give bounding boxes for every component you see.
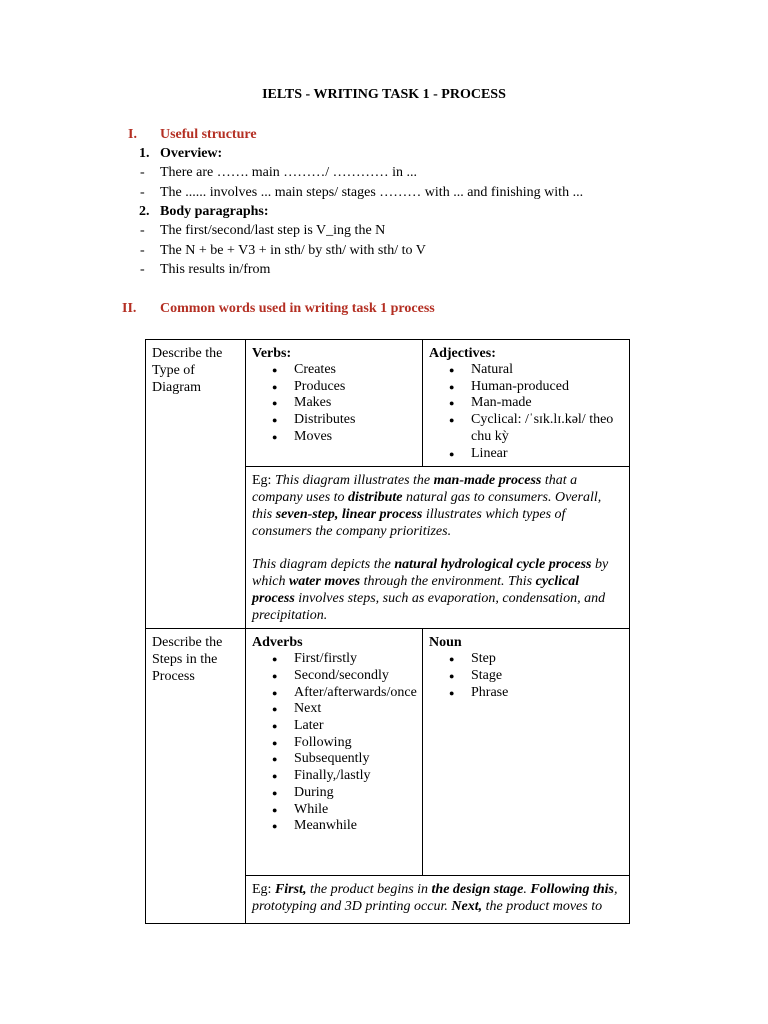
body-item: - The first/second/last step is V_ing the N (140, 223, 386, 238)
diagram-example-cell (246, 467, 630, 629)
list-item: ● Second/secondly (252, 668, 417, 685)
list-item: ● Distributes (252, 412, 417, 429)
section-2-title: Common words used in writing task 1 process (160, 301, 435, 316)
section-2-number: II. (122, 301, 137, 316)
nouns-list (429, 651, 624, 701)
adverbs-list (252, 651, 417, 835)
list-item: ● Finally,/lastly (252, 768, 417, 785)
table-row (146, 629, 630, 876)
list-item: ● Linear (429, 446, 624, 463)
verbs-heading: Verbs: (252, 346, 292, 361)
list-item: ● Phrase (429, 685, 624, 702)
steps-example-cell (246, 876, 630, 924)
adverbs-cell (246, 629, 423, 876)
list-item: ● First/firstly (252, 651, 417, 668)
overview-item: - There are ……. main ………/ ………… in ... (140, 165, 418, 180)
verbs-cell (246, 340, 423, 467)
list-item: ● Produces (252, 379, 417, 396)
list-item: ● Step (429, 651, 624, 668)
nouns-cell (423, 629, 630, 876)
body-paragraphs-number: 2. (139, 204, 150, 219)
body-item: - This results in/from (140, 262, 271, 277)
list-item: ● Cyclical: /ˈsɪk.lɪ.kəl/ theo chu kỳ (429, 412, 624, 445)
body-paragraphs-heading (139, 204, 269, 220)
body-paragraphs-label: Body paragraphs: (160, 204, 269, 219)
adjectives-heading: Adjectives: (429, 346, 496, 361)
list-item: ● Meanwhile (252, 818, 417, 835)
list-item: ● Makes (252, 395, 417, 412)
list-item: ● After/afterwards/once (252, 685, 417, 702)
list-item: ● Man-made (429, 395, 624, 412)
vocabulary-table (145, 339, 630, 924)
example-paragraph-2: This diagram depicts the natural hydrological cycle process by which water moves through the environment. This cyclical process involves steps, such as evaporation, condensation, and precipitation. (252, 557, 609, 624)
list-item: ● Moves (252, 429, 417, 446)
list-item: ● Next (252, 701, 417, 718)
adverbs-heading: Adverbs (252, 635, 303, 651)
table-row (146, 340, 630, 467)
row-label-diagram-type: Describe the Type of Diagram (146, 340, 246, 629)
body-item: - The N + be + V3 + in sth/ by sth/ with sth/ to V (140, 243, 426, 258)
nouns-heading: Noun (429, 635, 462, 651)
overview-item: - The ...... involves ... main steps/ stages ……… with ... and finishing with ... (140, 185, 584, 200)
row-label-steps: Describe the Steps in the Process (146, 629, 246, 924)
list-item: ● Following (252, 735, 417, 752)
page-title: IELTS - WRITING TASK 1 - PROCESS (262, 87, 506, 102)
overview-heading (139, 146, 222, 162)
adjectives-list (429, 362, 624, 462)
verbs-list (252, 362, 417, 446)
list-item: ● Creates (252, 362, 417, 379)
example-paragraph-3: Eg: First, the product begins in the design stage. Following this, prototyping and 3D printing occur. Next, the product moves to (252, 882, 618, 915)
section-2-heading (122, 301, 435, 317)
list-item: ● Stage (429, 668, 624, 685)
list-item: ● Subsequently (252, 751, 417, 768)
list-item: ● Natural (429, 362, 624, 379)
list-item: ● Later (252, 718, 417, 735)
list-item: ● During (252, 785, 417, 802)
list-item: ● Human-produced (429, 379, 624, 396)
list-item: ● While (252, 802, 417, 819)
overview-number: 1. (139, 146, 150, 161)
example-paragraph-1: Eg: This diagram illustrates the man-made process that a company uses to distribute natural gas to consumers. Overall, this seven-step, linear process illustrates which types of consumers the company prioritizes. (252, 473, 602, 540)
adjectives-cell (423, 340, 630, 467)
section-1-title: Useful structure (160, 127, 257, 142)
section-1-number: I. (128, 127, 137, 142)
overview-label: Overview: (160, 146, 223, 161)
section-1-heading (128, 127, 257, 143)
